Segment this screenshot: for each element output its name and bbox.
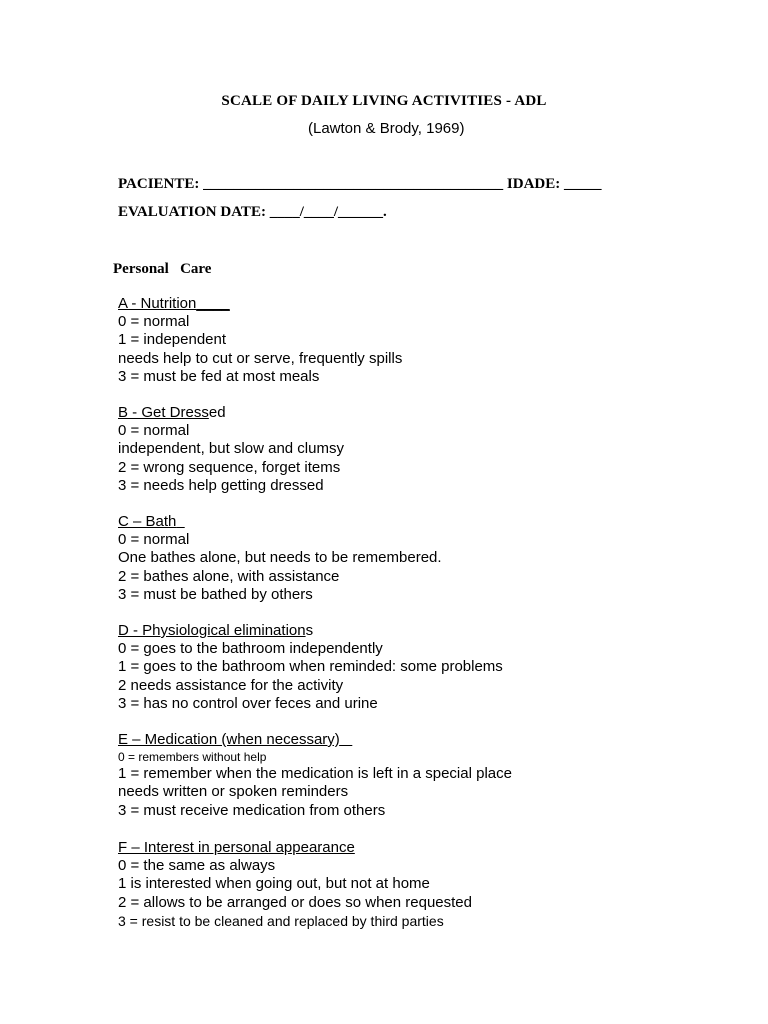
section-heading: Personal Care bbox=[113, 261, 212, 277]
patient-line bbox=[118, 176, 602, 193]
option: 3 = has no control over feces and urine bbox=[118, 694, 378, 712]
option: One bathes alone, but needs to be remembered. bbox=[118, 549, 442, 567]
document-citation: (Lawton & Brody, 1969) bbox=[308, 120, 465, 137]
option: 0 = normal bbox=[118, 313, 190, 331]
item-title-text: F – Interest in personal appearance bbox=[118, 839, 355, 856]
document-title: SCALE OF DAILY LIVING ACTIVITIES - ADL bbox=[221, 93, 547, 109]
item-title-tail bbox=[340, 731, 353, 748]
option: 0 = normal bbox=[118, 531, 190, 549]
item-title bbox=[118, 404, 344, 422]
option: 1 is interested when going out, but not at home bbox=[118, 875, 430, 893]
item-title-text: C – Bath bbox=[118, 513, 177, 530]
option: needs help to cut or serve, frequently spills bbox=[118, 349, 403, 367]
item-title-tail: ____ bbox=[196, 295, 230, 312]
option: 3 = must be fed at most meals bbox=[118, 367, 320, 385]
patient-blank: ________________________________________ bbox=[203, 176, 504, 192]
option: 1 = remember when the medication is left in a special place bbox=[118, 765, 512, 783]
option: 1 = goes to the bathroom when reminded: some problems bbox=[118, 658, 503, 676]
item-title-text: A - Nutrition bbox=[118, 295, 197, 312]
item-title bbox=[118, 295, 402, 313]
option: independent, but slow and clumsy bbox=[118, 440, 344, 458]
option: 0 = remembers without help bbox=[118, 750, 267, 765]
item-title-tail bbox=[176, 513, 184, 530]
option: 0 = goes to the bathroom independently bbox=[118, 640, 383, 658]
item-e-medication bbox=[118, 731, 512, 820]
option: 0 = normal bbox=[118, 422, 190, 440]
option: 3 = needs help getting dressed bbox=[118, 476, 324, 494]
item-title-tail: ed bbox=[208, 404, 226, 421]
item-title-text: B - Get Dress bbox=[118, 404, 209, 421]
option: needs written or spoken reminders bbox=[118, 783, 349, 801]
option: 0 = the same as always bbox=[118, 857, 276, 875]
option: 3 = must be bathed by others bbox=[118, 585, 313, 603]
item-f-personal-appearance bbox=[118, 839, 472, 930]
item-d-physiological-eliminations bbox=[118, 622, 503, 713]
age-label: IDADE: bbox=[506, 176, 561, 192]
item-title-tail: s bbox=[305, 622, 314, 639]
option: 2 = bathes alone, with assistance bbox=[118, 567, 340, 585]
item-title bbox=[118, 622, 503, 640]
item-c-bath bbox=[118, 513, 442, 604]
option: 3 = resist to be cleaned and replaced by third parties bbox=[118, 912, 444, 929]
option: 3 = must receive medication from others bbox=[118, 801, 386, 819]
option: 2 needs assistance for the activity bbox=[118, 676, 344, 694]
patient-label: PACIENTE: bbox=[118, 176, 200, 192]
item-title-text: D - Physiological elimination bbox=[118, 622, 306, 639]
item-title bbox=[118, 839, 472, 857]
item-title bbox=[118, 513, 442, 531]
age-blank: _____ bbox=[564, 176, 602, 192]
evaluation-label: EVALUATION DATE: bbox=[118, 204, 266, 220]
evaluation-blank: ____/____/______. bbox=[269, 204, 387, 220]
item-b-get-dressed bbox=[118, 404, 344, 495]
item-title bbox=[118, 731, 512, 749]
evaluation-date-line bbox=[118, 204, 387, 221]
option: 2 = allows to be arranged or does so when requested bbox=[118, 893, 472, 911]
option: 1 = independent bbox=[118, 331, 227, 349]
item-a-nutrition bbox=[118, 295, 402, 386]
option: 2 = wrong sequence, forget items bbox=[118, 458, 341, 476]
item-title-text: E – Medication (when necessary) bbox=[118, 731, 340, 748]
